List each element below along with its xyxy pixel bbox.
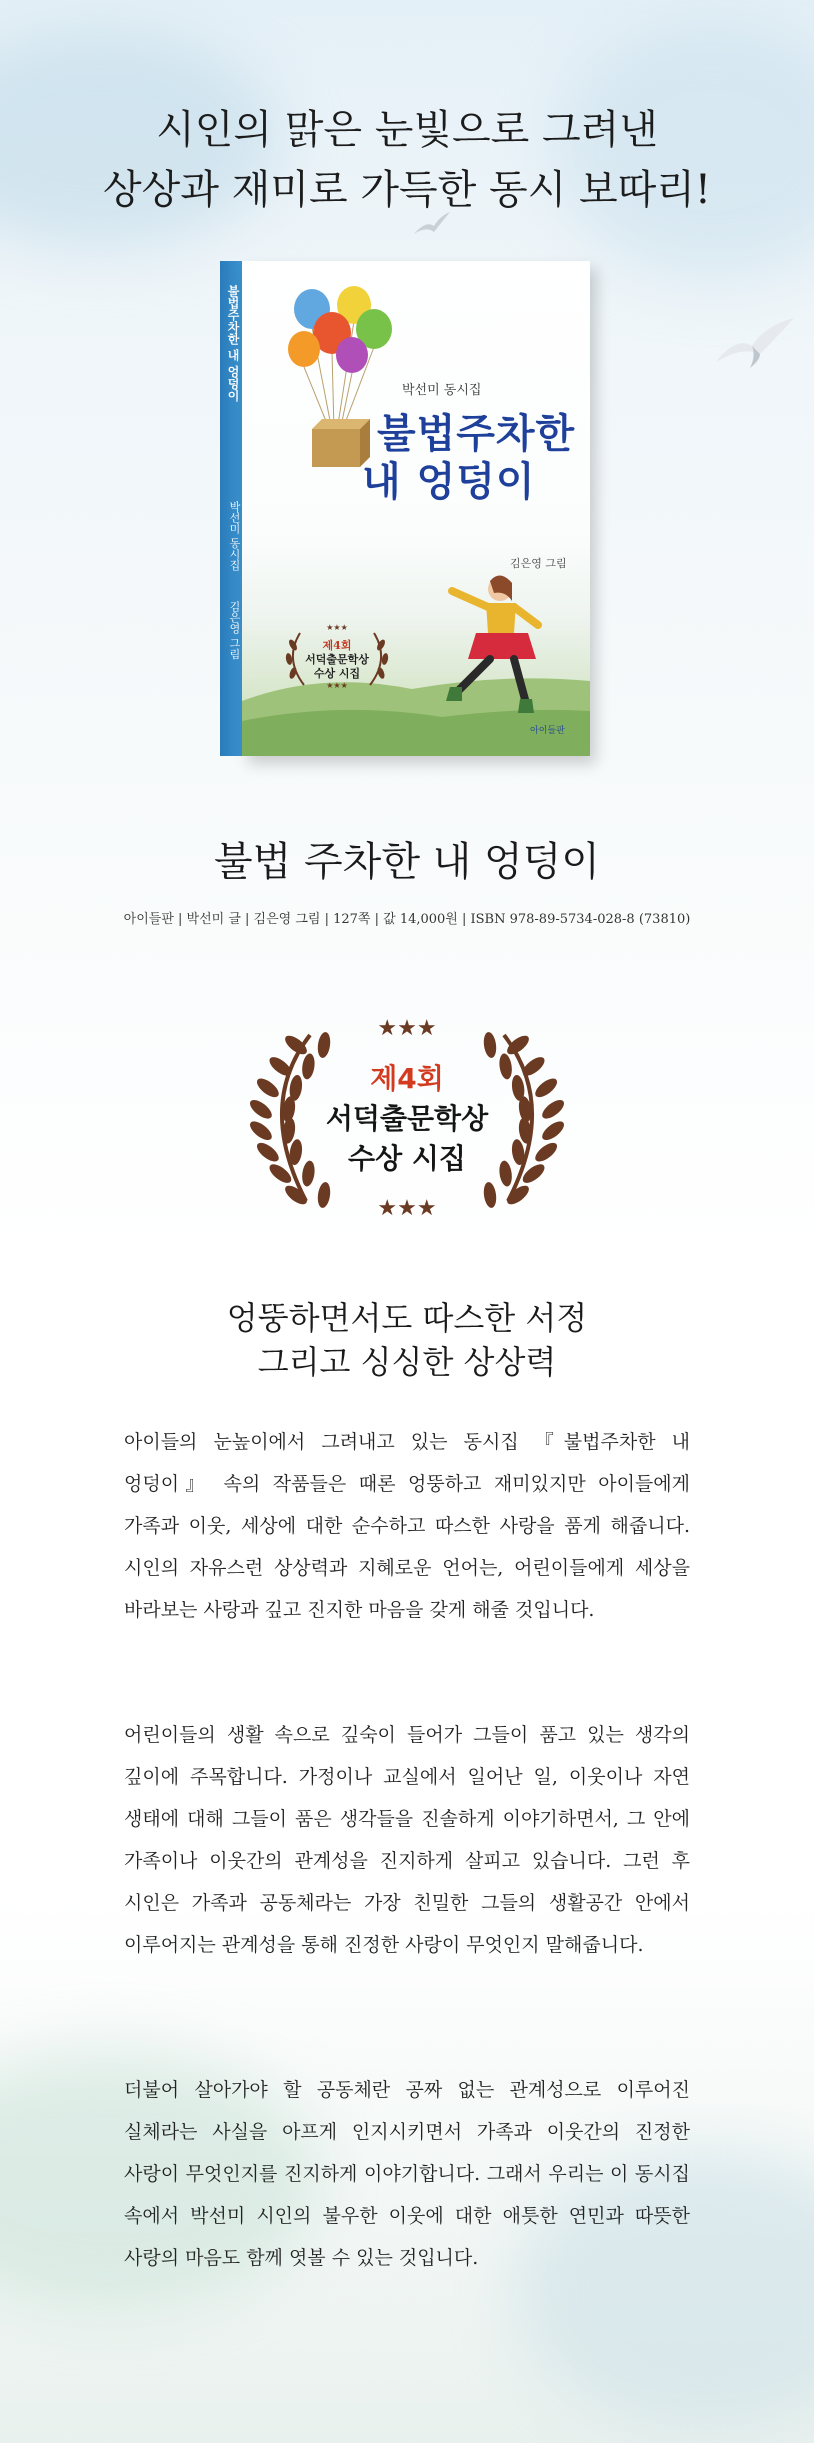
girl-illustration (432, 561, 552, 721)
cover-illustrator: 김은영 그림 (510, 557, 567, 570)
award-stars-bottom: ★★★ (377, 1196, 437, 1221)
cover-award-subtitle: 수상 시집 (313, 667, 361, 680)
section-subheading-line-2: 그리고 싱싱한 상상력 (257, 1343, 557, 1381)
laurel-leaf (482, 1031, 498, 1058)
cover-title-line-2: 내 엉덩이 (362, 459, 536, 505)
hero-title-line-1: 시인의 맑은 눈빛으로 그려낸 (156, 107, 658, 153)
spine-title: 불법주차한 내 엉덩이 (226, 285, 240, 402)
cover-author: 박선미 동시집 (402, 383, 482, 398)
cover-award-stars: ★★★ (326, 623, 348, 632)
cover-award-name: 서덕출문학상 (305, 653, 369, 666)
laurel-leaf (316, 1031, 332, 1058)
book-title: 불법 주차한 내 엉덩이 (214, 839, 600, 885)
spine-author: 박선미 동시집 (228, 501, 241, 571)
book-metadata: 아이들판 | 박선미 글 | 김은영 그림 | 127쪽 | 값 14,000원 | ISBN 978-89-5734-028-8 (73810) (123, 912, 691, 927)
bird-icon (412, 210, 452, 240)
award-subtitle: 수상 시집 (348, 1142, 466, 1175)
award-stars-top: ★★★ (377, 1016, 437, 1041)
intro-paragraph: 더불어 살아가야 할 공동체란 공짜 없는 관계성으로 이루어진 실체라는 사실을 아프게 인지시키면서 가족과 이웃간의 진정한 사랑이 무엇인지를 진지하게 이야기합니다. 그래서 우리는 이 동시집 속에서 박선미 시인의 불우한 이웃에 대한 애틋한 연민과 따뜻한 사랑의 마음도 함께 엿볼 수 있는 것입니다. (124, 2079, 690, 2269)
book-cover (242, 261, 590, 756)
book-spine (220, 261, 242, 756)
laurel-leaf (482, 1181, 498, 1208)
award-edition: 제4회 (370, 1062, 444, 1095)
laurel-leaf (316, 1181, 332, 1208)
intro-paragraph: 아이들의 눈높이에서 그려내고 있는 동시집 『불법주차한 내 엉덩이』 속의 작품들은 때론 엉뚱하고 재미있지만 아이들에게 가족과 이웃, 세상에 대한 순수하고 따스한 사랑을 품게 해줍니다. 시인의 자유스런 상상력과 지혜로운 언어는, 어린이들에게 세상을 바라보는 사랑과 깊고 진지한 마음을 갖게 해줄 것입니다. (124, 1431, 690, 1621)
spine-illustrator: 김은영 그림 (228, 601, 241, 660)
cover-award-edition: 제4회 (322, 639, 352, 652)
hero-title-line-2: 상상과 재미로 가득한 동시 보따리! (103, 167, 711, 213)
cover-award-seal (282, 623, 392, 693)
cover-award-stars: ★★★ (326, 681, 348, 690)
cover-title-line-1: 불법주차한 (377, 411, 576, 457)
bird-icon (712, 312, 798, 374)
cover-publisher: 아이들판 (530, 726, 565, 736)
award-name: 서덕출문학상 (325, 1102, 489, 1135)
intro-paragraph: 어린이들의 생활 속으로 깊숙이 들어가 그들이 품고 있는 생각의 깊이에 주목합니다. 가정이나 교실에서 일어난 일, 이웃이나 자연 생태에 대해 그들이 품은 생각들을 진솔하게 이야기하면서, 그 안에 가족이나 이웃간의 관계성을 진지하게 살피고 있습니다. 그런 후 시인은 가족과 공동체라는 가장 친밀한 그들의 생활공간 안에서 이루어지는 관계성을 통해 진정한 사랑이 무엇인지 말해줍니다. (124, 1724, 690, 1956)
section-subheading-line-1: 엉뚱하면서도 따스한 서정 (226, 1299, 588, 1337)
award-emblem (250, 1005, 564, 1225)
